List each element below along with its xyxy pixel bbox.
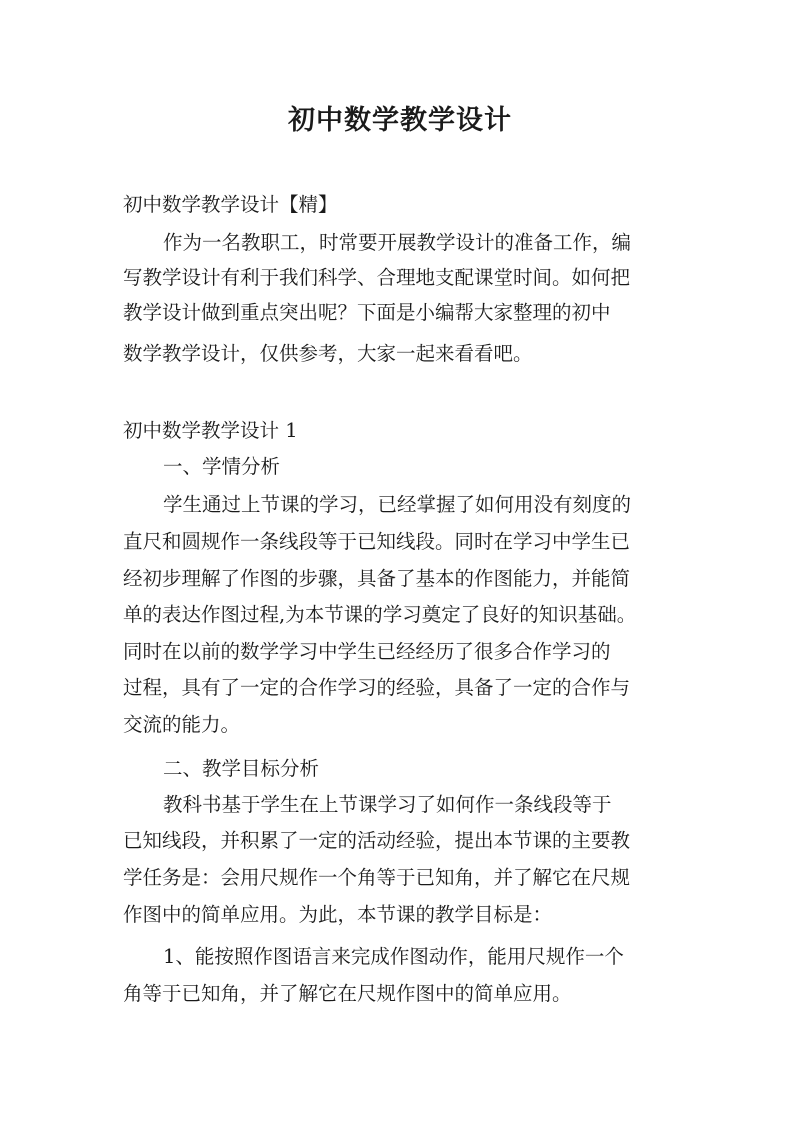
- heading-learning-analysis: 一、学情分析: [163, 455, 281, 478]
- section-title: 初中数学教学设计 1: [123, 419, 298, 442]
- paragraph-line: 经初步理解了作图的步骤，具备了基本的作图能力，并能简: [123, 567, 631, 590]
- paragraph-line: 教科书基于学生在上节课学习了如何作一条线段等于: [163, 793, 612, 816]
- paragraph-line: 同时在以前的数学学习中学生已经经历了很多合作学习的: [123, 640, 611, 663]
- intro-line: 作为一名教职工，时常要开展教学设计的准备工作，编: [163, 231, 632, 254]
- intro-line: 数学教学设计，仅供参考，大家一起来看看吧。: [123, 342, 533, 365]
- paragraph-line: 直尺和圆规作一条线段等于已知线段。同时在学习中学生已: [123, 530, 631, 553]
- intro-line: 教学设计做到重点突出呢？下面是小编帮大家整理的初中: [123, 301, 611, 324]
- paragraph-line: 学生通过上节课的学习，已经掌握了如何用没有刻度的: [163, 493, 632, 516]
- heading-teaching-goals: 二、教学目标分析: [163, 757, 320, 780]
- document-subtitle: 初中数学教学设计【精】: [123, 193, 338, 216]
- paragraph-line: 学任务是：会用尺规作一个角等于已知角，并了解它在尺规: [123, 866, 631, 889]
- document-title: 初中数学教学设计: [288, 105, 512, 136]
- paragraph-line: 过程，具有了一定的合作学习的经验，具备了一定的合作与: [123, 676, 631, 699]
- list-item: 角等于已知角，并了解它在尺规作图中的简单应用。: [123, 982, 572, 1005]
- list-item: 1、能按照作图语言来完成作图动作，能用尺规作一个: [163, 945, 624, 968]
- paragraph-line: 交流的能力。: [123, 713, 241, 736]
- paragraph-line: 作图中的简单应用。为此，本节课的教学目标是：: [123, 903, 553, 926]
- intro-line: 写教学设计有利于我们科学、合理地支配课堂时间。如何把: [123, 266, 631, 289]
- paragraph-line: 已知线段，并积累了一定的活动经验，提出本节课的主要教: [123, 829, 631, 852]
- paragraph-line: 单的表达作图过程,为本节课的学习奠定了良好的知识基础。: [123, 603, 637, 626]
